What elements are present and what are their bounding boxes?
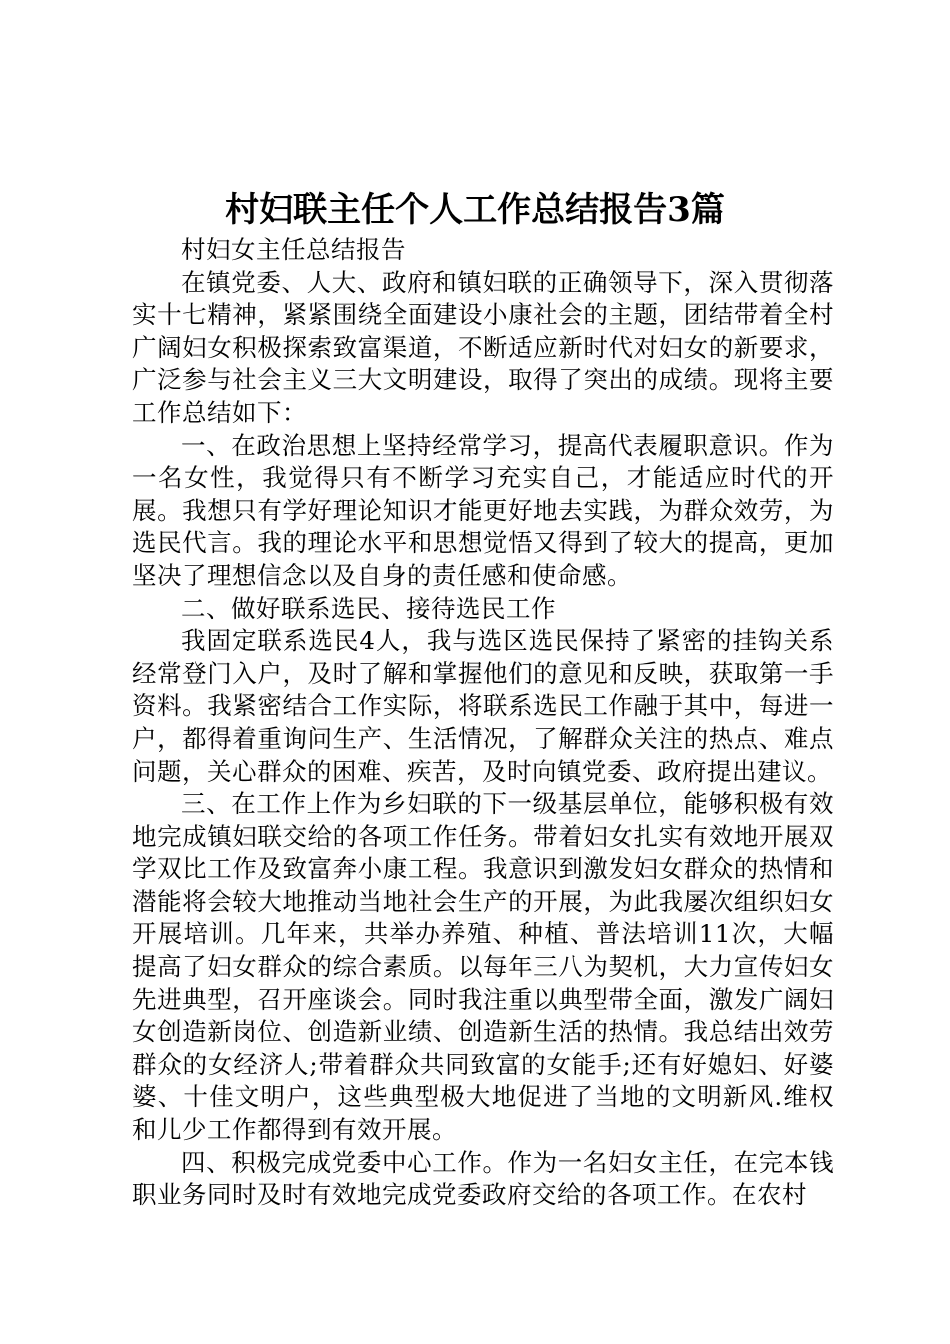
paragraph: 四、积极完成党委中心工作。作为一名妇女主任，在完本钱职业务同时及时有效地完成党委政府交给的各项工作。在农村 xyxy=(132,1147,834,1210)
paragraph-subtitle: 村妇女主任总结报告 xyxy=(181,235,406,264)
paragraph: 在镇党委、人大、政府和镇妇联的正确领导下，深入贯彻落实十七精神，紧紧围绕全面建设小康社会的主题，团结带着全村广阔妇女积极探索致富渠道，不断适应新时代对妇女的新要求，广泛参与社会主义三大文明建设，取得了突出的成绩。现将主要工作总结如下： xyxy=(132,267,834,427)
paragraph: 我固定联系选民4人，我与选区选民保持了紧密的挂钩关系经常登门入户，及时了解和掌握他们的意见和反映，获取第一手资料。我紧密结合工作实际，将联系选民工作融于其中，每进一户，都得着重询问生产、生活情况，了解群众关注的热点、难点问题，关心群众的困难、疾苦，及时向镇党委、政府提出建议。 xyxy=(132,626,834,786)
paragraph: 三、在工作上作为乡妇联的下一级基层单位，能够积极有效地完成镇妇联交给的各项工作任务。带着妇女扎实有效地开展双学双比工作及致富奔小康工程。我意识到激发妇女群众的热情和潜能将会较大地推动当地社会生产的开展，为此我屡次组织妇女开展培训。几年来，共举办养殖、种植、普法培训11次，大幅提高了妇女群众的综合素质。以每年三八为契机，大力宣传妇女先进典型，召开座谈会。同时我注重以典型带全面，激发广阔妇女创造新岗位、创造新业绩、创造新生活的热情。我总结出效劳群众的女经济人;带着群众共同致富的女能手;还有好媳妇、好婆婆、十佳文明户，这些典型极大地促进了当地的文明新风.维权和儿少工作都得到有效开展。 xyxy=(132,789,834,1145)
document-title: 村妇联主任个人工作总结报告3篇 xyxy=(225,190,725,230)
document-body xyxy=(132,234,834,1212)
section-heading: 二、做好联系选民、接待选民工作 xyxy=(181,593,556,623)
paragraph: 一、在政治思想上坚持经常学习，提高代表履职意识。作为一名女性，我觉得只有不断学习充实自己，才能适应时代的开展。我想只有学好理论知识才能更好地去实践，为群众效劳，为选民代言。我的理论水平和思想觉悟又得到了较大的提高，更加坚决了理想信念以及自身的责任感和使命感。 xyxy=(132,430,834,590)
